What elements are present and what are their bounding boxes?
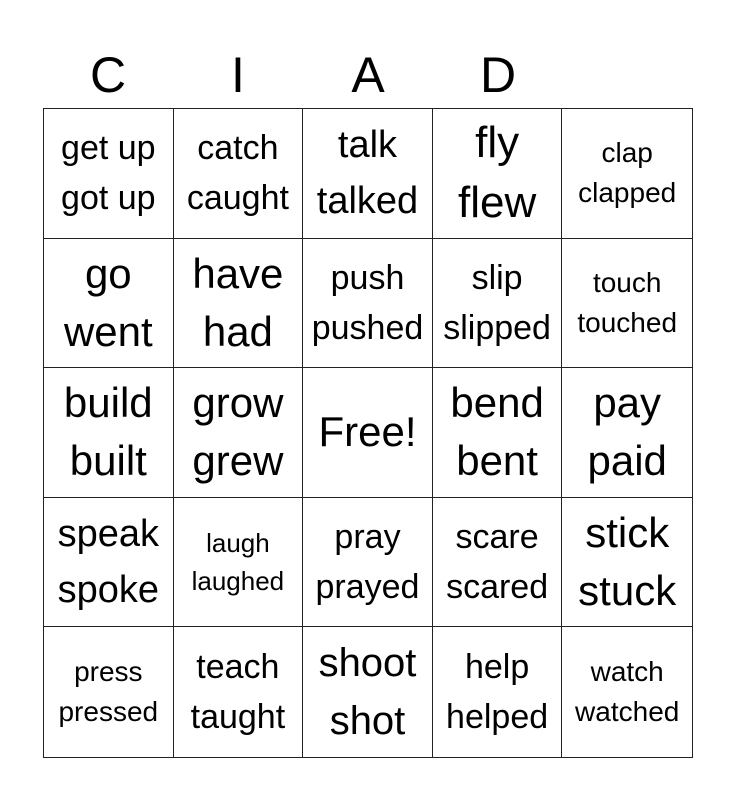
cell-word-past: got up bbox=[61, 179, 156, 218]
bingo-cell[interactable] bbox=[44, 109, 174, 239]
cell-word-past: pushed bbox=[311, 308, 424, 347]
bingo-cell[interactable] bbox=[562, 368, 692, 498]
bingo-cell[interactable] bbox=[433, 627, 563, 757]
cell-word: slip bbox=[471, 258, 523, 297]
bingo-cell[interactable] bbox=[303, 239, 433, 369]
cell-word-past: prayed bbox=[315, 568, 420, 607]
header-letter-c: C bbox=[89, 47, 127, 103]
cell-word: pay bbox=[593, 379, 662, 427]
cell-word: stick bbox=[585, 509, 670, 557]
cell-word: catch bbox=[197, 129, 279, 168]
bingo-cell[interactable] bbox=[174, 368, 304, 498]
bingo-cell[interactable] bbox=[44, 239, 174, 369]
cell-word: get up bbox=[61, 129, 156, 168]
cell-word: grow bbox=[192, 379, 284, 427]
bingo-cell[interactable] bbox=[303, 109, 433, 239]
cell-word-past: built bbox=[69, 437, 147, 485]
cell-word: watch bbox=[590, 656, 664, 688]
bingo-cell[interactable] bbox=[433, 109, 563, 239]
bingo-board bbox=[43, 108, 693, 758]
bingo-cell[interactable] bbox=[44, 498, 174, 628]
cell-word: speak bbox=[57, 513, 159, 556]
cell-word-past: touched bbox=[577, 306, 678, 338]
cell-word: have bbox=[192, 249, 284, 297]
cell-word: clap bbox=[601, 137, 653, 169]
bingo-cell[interactable] bbox=[44, 627, 174, 757]
bingo-cell[interactable] bbox=[44, 368, 174, 498]
cell-word: build bbox=[63, 379, 153, 427]
cell-word-past: had bbox=[202, 307, 273, 355]
cell-word: push bbox=[330, 258, 405, 297]
cell-word: touch bbox=[592, 266, 662, 298]
header-letter-i: I bbox=[231, 47, 245, 103]
bingo-cell[interactable] bbox=[562, 627, 692, 757]
bingo-cell[interactable] bbox=[174, 627, 304, 757]
cell-word: pray bbox=[334, 518, 401, 557]
cell-word-past: stuck bbox=[578, 567, 677, 615]
cell-word-past: went bbox=[63, 307, 153, 355]
cell-word-past: scared bbox=[446, 568, 549, 607]
header-letter-a: A bbox=[351, 47, 385, 103]
cell-word: go bbox=[84, 249, 132, 297]
cell-word-past: clapped bbox=[578, 177, 677, 209]
cell-word-past: spoke bbox=[57, 569, 159, 612]
cell-word: scare bbox=[455, 518, 539, 557]
cell-word-past: helped bbox=[446, 698, 549, 737]
cell-word-past: talked bbox=[316, 180, 419, 223]
cell-word: shoot bbox=[318, 641, 417, 686]
cell-word-past: paid bbox=[587, 437, 667, 485]
free-space[interactable] bbox=[303, 368, 433, 498]
cell-word: fly bbox=[475, 118, 520, 168]
bingo-cell[interactable] bbox=[174, 109, 304, 239]
cell-word: talk bbox=[337, 124, 398, 167]
bingo-cell[interactable] bbox=[433, 239, 563, 369]
cell-word: laugh bbox=[206, 528, 270, 559]
bingo-cell[interactable] bbox=[562, 498, 692, 628]
bingo-cell[interactable] bbox=[433, 368, 563, 498]
free-space-label: Free! bbox=[318, 408, 417, 456]
header-letter-d: D bbox=[479, 47, 517, 103]
cell-word: help bbox=[464, 648, 530, 687]
bingo-cell[interactable] bbox=[303, 498, 433, 628]
cell-word-past: bent bbox=[456, 437, 538, 485]
bingo-cell[interactable] bbox=[174, 498, 304, 628]
cell-word-past: watched bbox=[575, 696, 680, 728]
bingo-cell[interactable] bbox=[174, 239, 304, 369]
cell-word-past: shot bbox=[329, 699, 406, 744]
cell-word: press bbox=[74, 656, 143, 688]
cell-word: teach bbox=[196, 648, 280, 687]
bingo-cell[interactable] bbox=[562, 109, 692, 239]
cell-word-past: flew bbox=[457, 178, 537, 228]
bingo-header bbox=[43, 42, 693, 108]
bingo-cell[interactable] bbox=[562, 239, 692, 369]
bingo-cell[interactable] bbox=[303, 627, 433, 757]
cell-word-past: slipped bbox=[443, 308, 551, 347]
cell-word-past: taught bbox=[190, 698, 286, 737]
cell-word-past: pressed bbox=[58, 696, 159, 728]
cell-word-past: laughed bbox=[191, 566, 285, 597]
cell-word-past: caught bbox=[186, 179, 289, 218]
bingo-cell[interactable] bbox=[433, 498, 563, 628]
cell-word-past: grew bbox=[192, 437, 284, 485]
cell-word: bend bbox=[450, 379, 544, 427]
